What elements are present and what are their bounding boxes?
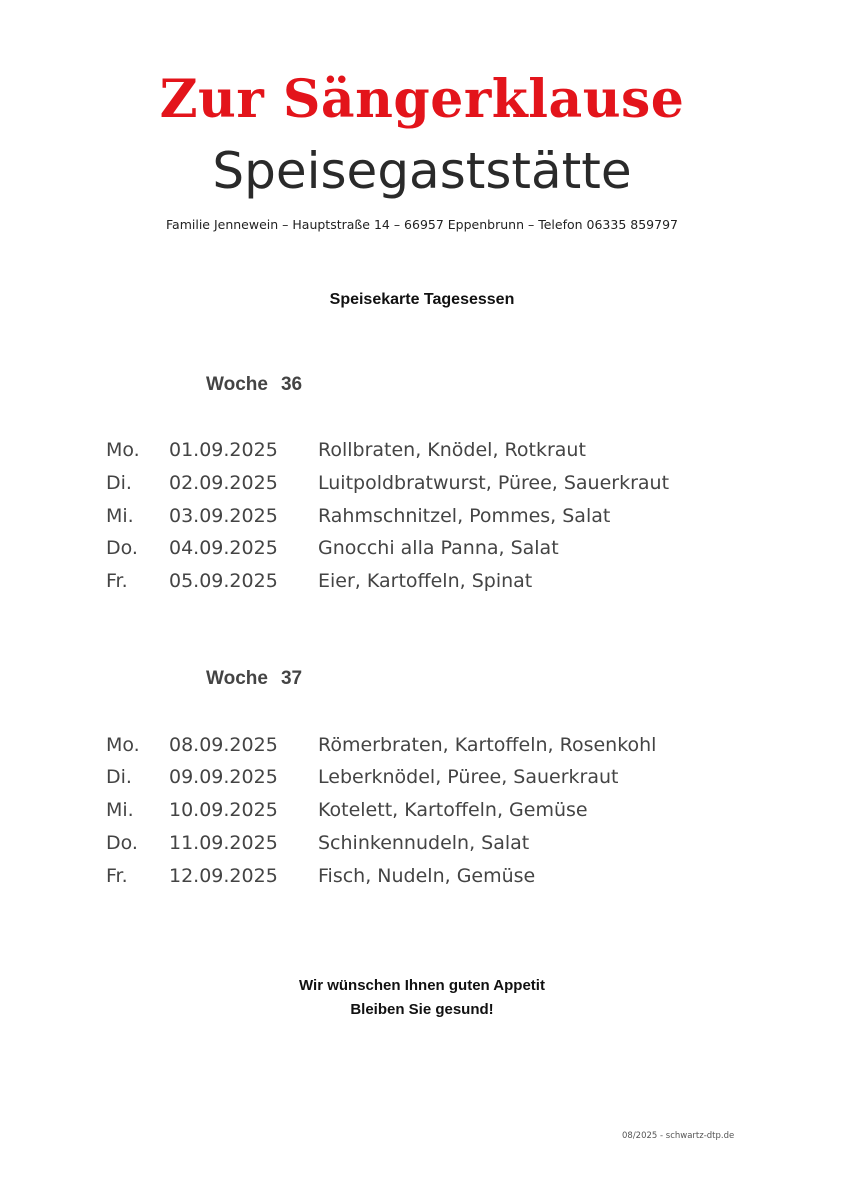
menu-date: 11.09.2025 xyxy=(169,832,278,854)
menu-date: 01.09.2025 xyxy=(169,439,278,461)
footer-credit: 08/2025 - schwartz-dtp.de xyxy=(622,1131,735,1141)
menu-dish: Gnocchi alla Panna, Salat xyxy=(318,537,559,559)
menu-row xyxy=(0,439,844,465)
menu-day: Do. xyxy=(106,832,138,854)
menu-dish: Rahmschnitzel, Pommes, Salat xyxy=(318,505,611,527)
week-heading xyxy=(206,374,302,396)
menu-date: 05.09.2025 xyxy=(169,570,278,592)
menu-row xyxy=(0,865,844,891)
week-label: Woche xyxy=(206,668,268,689)
week-heading xyxy=(206,668,302,690)
menu-row xyxy=(0,537,844,563)
menu-date: 03.09.2025 xyxy=(169,505,278,527)
restaurant-address: Familie Jennewein – Hauptstraße 14 – 66957 Eppenbrunn – Telefon 06335 859797 xyxy=(166,217,678,232)
menu-date: 12.09.2025 xyxy=(169,865,278,887)
restaurant-name: Zur Sängerklause xyxy=(159,69,685,130)
menu-day: Mi. xyxy=(106,799,134,821)
menu-date: 04.09.2025 xyxy=(169,537,278,559)
menu-row xyxy=(0,734,844,760)
menu-dish: Rollbraten, Knödel, Rotkraut xyxy=(318,439,586,461)
menu-dish: Luitpoldbratwurst, Püree, Sauerkraut xyxy=(318,472,670,494)
menu-dish: Fisch, Nudeln, Gemüse xyxy=(318,865,536,887)
menu-row xyxy=(0,832,844,858)
menu-day: Di. xyxy=(106,472,132,494)
week-number: 37 xyxy=(280,668,303,689)
menu-row xyxy=(0,472,844,498)
menu-day: Mo. xyxy=(106,439,140,461)
menu-dish: Leberknödel, Püree, Sauerkraut xyxy=(318,766,619,788)
menu-date: 02.09.2025 xyxy=(169,472,278,494)
menu-row xyxy=(0,799,844,825)
menu-day: Fr. xyxy=(106,570,128,592)
menu-row xyxy=(0,570,844,596)
menu-dish: Kotelett, Kartoffeln, Gemüse xyxy=(318,799,588,821)
menu-date: 08.09.2025 xyxy=(169,734,278,756)
closing-wish: Bleiben Sie gesund! xyxy=(350,1001,494,1018)
menu-dish: Eier, Kartoffeln, Spinat xyxy=(318,570,533,592)
closing-greeting: Wir wünschen Ihnen guten Appetit xyxy=(299,977,545,994)
menu-day: Di. xyxy=(106,766,132,788)
menu-day: Mi. xyxy=(106,505,134,527)
menu-row xyxy=(0,766,844,792)
menu-heading: Speisekarte Tagesessen xyxy=(329,291,515,308)
menu-dish: Schinkennudeln, Salat xyxy=(318,832,530,854)
menu-date: 10.09.2025 xyxy=(169,799,278,821)
menu-row xyxy=(0,505,844,531)
menu-date: 09.09.2025 xyxy=(169,766,278,788)
menu-dish: Römerbraten, Kartoffeln, Rosenkohl xyxy=(318,734,657,756)
menu-day: Mo. xyxy=(106,734,140,756)
week-label: Woche xyxy=(206,374,268,395)
week-number: 36 xyxy=(280,374,303,395)
menu-day: Fr. xyxy=(106,865,128,887)
menu-day: Do. xyxy=(106,537,138,559)
restaurant-subtitle: Speisegaststätte xyxy=(212,142,632,200)
